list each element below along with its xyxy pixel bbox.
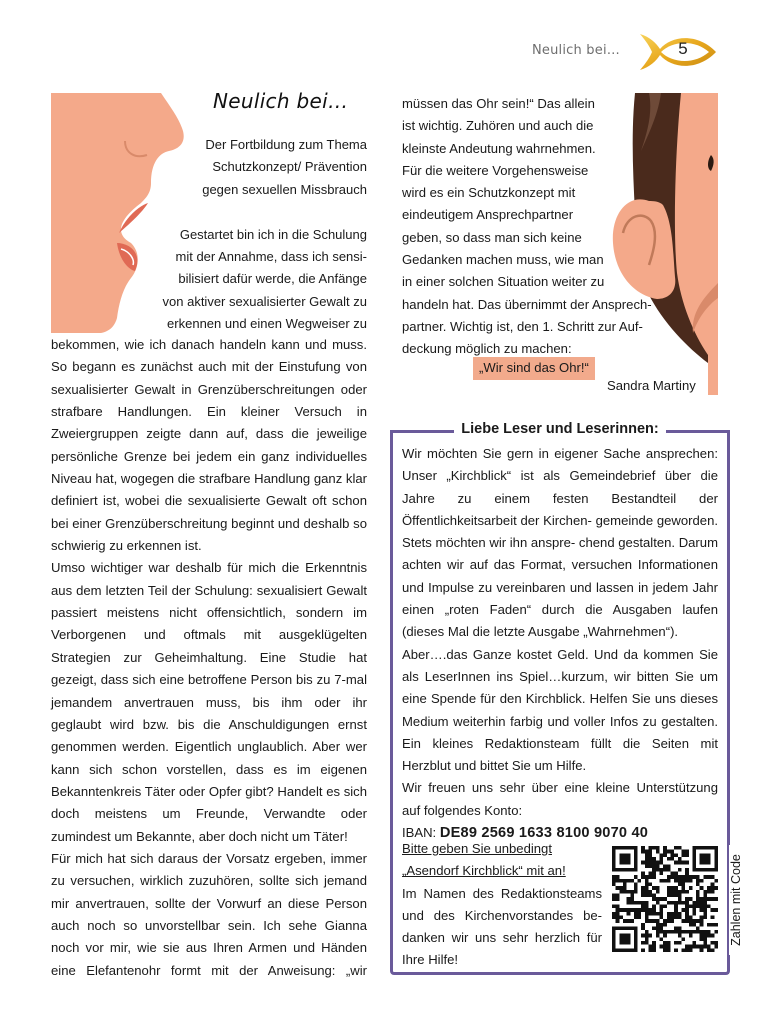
article-line: Gedanken machen muss, wie man [402,252,604,268]
box-border [666,430,730,433]
closing-text: Im Namen des Redaktionsteams und des Kirchenvorstandes be- danken wir uns sehr herzlich für Ihre Hilfe! [402,885,602,968]
running-header: Neulich bei… [532,43,620,58]
notice-paragraph: Wir freuen uns sehr über eine kleine Unterstützung auf folgendes Konto: [402,780,718,818]
intro-line: bilisiert dafür werde, die Anfänge [178,271,367,287]
article-line: eindeutigem Ansprechpartner [402,207,574,223]
author-signature: Sandra Martiny [607,378,696,393]
notice-paragraph: Wir möchten Sie gern in eigener Sache ansprechen: Unser „Kirchblick“ ist als Gemeindebrief über die Jahre zu einem festen Bestandteil der Öffentlichkeitsarbeit der Kirchen- gemeinde geworden. Stets möchten wir ihn anspre- chend gestalten. Darum achten wir auf das Format, versuchen Informationen und Impulse zu vereinbaren und lassen in jedem Jahr einen „roten Faden“ durch die Ausgaben laufen (dieses Mal die letzte Ausgabe „Wahrnehmen“). [402,446,718,640]
notice-box-lower [402,838,602,972]
qr-code-icon[interactable] [612,846,718,952]
article-paragraph: bekommen, wie ich danach handeln kann und muss. So begann es zunächst auch mit der Einstufung von sexualisierter Gewalt in Grenzüberschreitungen oder strafbare Handlungen. Ein kleiner Versuch in Zweiergruppen zeigte dann auf, dass die jeweilige persönliche Grenze bei jedem ein ganz individuelles Niveau hat, wogegen die strafbare Handlung ganz klar definiert ist, wobei die sexualisierte Gewalt oft schon bei einer Grenzüberschreitung beginnt und deshalb so schwierig zu erkennen ist. [51,337,367,554]
article-line: deckung möglich zu machen: [402,341,572,357]
page-number: 5 [678,39,688,58]
intro-line: erkennen und einen Wegweiser zu [167,316,367,332]
article-line: ist wichtig. Zuhören und auch die [402,118,594,134]
intro-line: gegen sexuellen Missbrauch [202,181,367,197]
intro-line: Schutzkonzept/ Prävention [212,159,367,175]
intro-line: von aktiver sexualisierter Gewalt zu [162,293,367,309]
article-paragraph: Für mich hat sich daraus der Vorsatz ergeben, immer zu versuchen, wirklich zuzuhören, sollte sich jemand mir anvertrauen, sollte der Vorwurf an diese Person auch noch so unvorstellbar sein. Ich sehe Gianna noch vor mir, wie sie aus Ihren Armen und Händen eine Elefantenohr formt mit der Anweisung: „wir [51,850,367,978]
article-intro [150,134,367,336]
article-line: in einer solchen Situation weiter zu [402,274,605,290]
article-body-left [51,334,367,982]
intro-line: mit der Annahme, dass ich sensi- [175,249,367,265]
reference-instruction: Bitte geben Sie unbedingt [402,841,552,856]
qr-caption: Zahlen mit Code [729,845,743,955]
article-line: müssen das Ohr sein!“ Das allein [402,96,595,111]
reference-instruction: „Asendorf Kirchblick“ mit an! [402,863,566,879]
notice-paragraph: Aber….das Ganze kostet Geld. Und da kommen Sie als LeserInnen ins Spiel…kurzum, wir bitten Sie um eine Spende für den Kirchblick. Helfen Sie uns dieses Medium weiterhin farbig und voller Infos zu gestalten. Ein kleines Redaktionsteam füllt die Seiten mit Herzblut und bittet Sie um Hilfe. [402,646,718,774]
article-line: handeln hat. Das übernimmt der Ansprech- [402,296,652,312]
notice-box-title: Liebe Leser und Leserinnen: [461,421,659,437]
article-paragraph: Umso wichtiger war deshalb für mich die Erkenntnis aus dem letzten Teil der Schulung: sexualisiert Gewalt passiert meistens nicht offensichtlich, sondern im Verborgenen und oftmals mit ausgeklügelten Strategien zur Geheimhaltung. Eine Studie hat gezeigt, dass sich eine betroffene Person bis zu 7-mal jemandem anvertrauen muss, bis ihm oder ihr geglaubt wird bzw. bis die Anschuldigungen ernst genommen werden. Eigentlich unglaublich. Aber wer kann sich schon vorstellen, dass es im eigenen Bekanntenkreis Täter oder Opfer gibt? Handelt es sich doch meistens um Freunde, Verwandte oder zumindest um Bekannte, aber doch nicht um Täter! [51,560,367,844]
article-body-right [402,93,682,361]
highlighted-quote: „Wir sind das Ohr!“ [473,357,595,380]
article-line: partner. Wichtig ist, den 1. Schritt zur Auf- [402,318,643,334]
article-line: Für die weitere Vorgehensweise [402,162,589,178]
notice-box-body [402,443,718,844]
article-line: geben, so dass man sich keine [402,229,582,245]
article-title: Neulich bei… [213,89,349,113]
intro-line: Der Fortbildung zum Thema [205,137,367,152]
box-border [390,430,454,433]
iban-value: DE89 2569 1633 8100 9070 40 [439,825,649,842]
iban-label: IBAN: [402,825,440,841]
article-line: kleinste Andeutung wahrnehmen. [402,140,596,156]
intro-line: Gestartet bin ich in die Schulung [179,226,367,242]
article-line: wird es ein Schutzkonzept mit [402,185,576,201]
